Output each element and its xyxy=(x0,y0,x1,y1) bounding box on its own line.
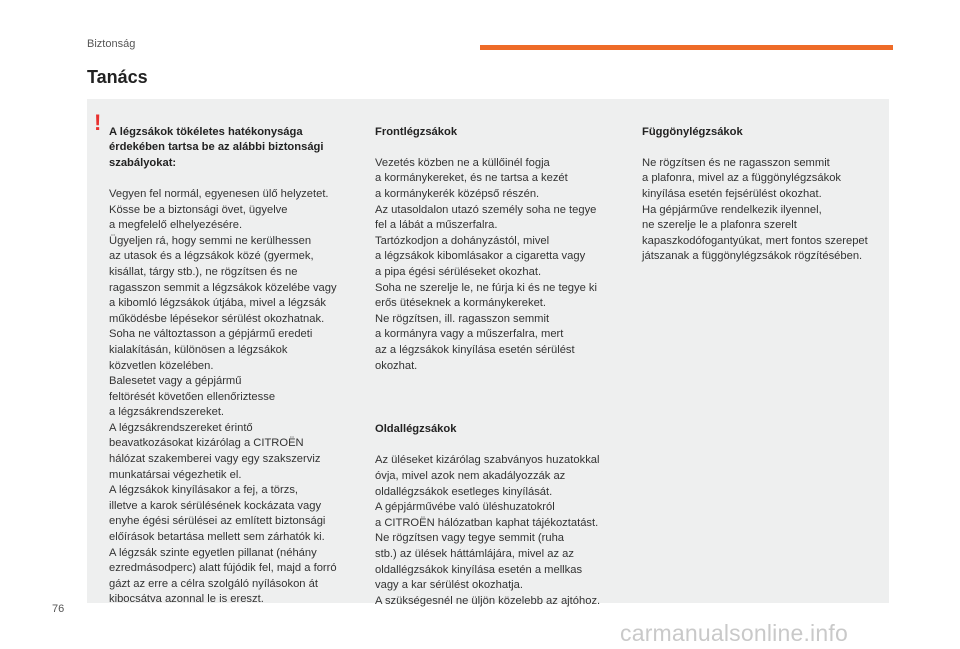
curtain-airbag-body: Ne rögzítsen és ne ragasszon semmit a plafonra, mivel az a függönylégzsákok kinyílása esetén fejsérülést okozhat. Ha gépjárműve rendelkezik ilyennel, ne szerelje le a plafonra szerelt kapaszkodófogantyúkat, mert fontos szerepet játszanak a függönylégzsákok rögzítésében. xyxy=(642,156,868,263)
exclamation-icon: ! xyxy=(94,110,102,135)
warning-column xyxy=(109,109,354,624)
front-airbag-body: Vezetés közben ne a küllőinél fogja a kormánykereket, és ne tartsa a kezét a kormánykerék középső részén. Az utasoldalon utazó személy soha ne tegye fel a lábát a műszerfalra. Tartózkodjon a dohányzástól, mivel a légzsákok kibomlásakor a cigaretta vagy a pipa égési sérüléseket okozhat. Soha ne szerelje le, ne fúrja ki és ne tegye ki erős ütéseknek a kormánykereket. Ne rögzítsen, ill. ragasszon semmit a kormányra vagy a műszerfalra, mert az a légzsákok kinyílása esetén sérülést okozhat. xyxy=(375,156,598,372)
curtain-airbag-column xyxy=(642,109,887,281)
warning-heading: A légzsákok tökéletes hatékonysága érdekében tartsa be az alábbi biztonsági szabályokat: xyxy=(109,125,324,169)
watermark: carmanualsonline.info xyxy=(620,620,848,646)
section-label: Biztonság xyxy=(87,38,136,50)
front-airbag-heading: Frontlégzsákok xyxy=(375,125,458,138)
curtain-airbag-heading: Függönylégzsákok xyxy=(642,125,743,138)
page-number: 76 xyxy=(52,603,65,615)
header-accent-bar xyxy=(480,45,893,50)
airbag-front-side-column xyxy=(375,109,625,625)
page-title: Tanács xyxy=(87,67,148,87)
warning-body: Vegyen fel normál, egyenesen ülő helyzetet. Kösse be a biztonsági övet, ügyelve a megfelelő elhelyezésére. Ügyeljen rá, hogy semmi ne kerülhessen az utasok és a légzsákok közé (gyermek, kisállat, tárgy stb.), ne rögzítsen és ne ragasszon semmit a légzsákok közelébe vagy a kibomló légzsákok útjába, mivel a légzsák működésbe lépésekor sérülést okozhatnak. Soha ne változtasson a gépjármű eredeti kialakításán, különösen a légzsákok közvetlen közelében. Balesetet vagy a gépjármű feltörését követően ellenőriztesse a légzsákrendszereket. A légzsákrendszereket érintő beavatkozásokat kizárólag a CITROËN hálózat szakemberei vagy egy szakszerviz munkatársai végezhetik el. A légzsákok kinyílásakor a fej, a törzs, illetve a karok sérülésének kockázata vagy enyhe égési sérülései az említett biztonsági előírások betartása mellett sem zárhatók ki. A légzsák szinte egyetlen pillanat (néhány ezredmásodperc) alatt fújódik fel, majd a forró gázt az erre a célra szolgáló nyílásokon át kibocsátva azonnal le is ereszt. xyxy=(109,187,337,606)
side-airbag-heading: Oldallégzsákok xyxy=(375,423,457,436)
side-airbag-body: Az üléseket kizárólag szabványos huzatokkal óvja, mivel azok nem akadályozzák az oldallégzsákok esetleges kinyílását. A gépjárművébe való üléshuzatokról a CITROËN hálózatban kaphat tájékoztatást. Ne rögzítsen vagy tegye semmit (ruha stb.) az ülések háttámlájára, mivel az az oldallégzsákok kinyílása esetén a mellkas vagy a kar sérülést okozhatja. A szükségesnél ne üljön közelebb az ajtóhoz. xyxy=(375,454,601,607)
